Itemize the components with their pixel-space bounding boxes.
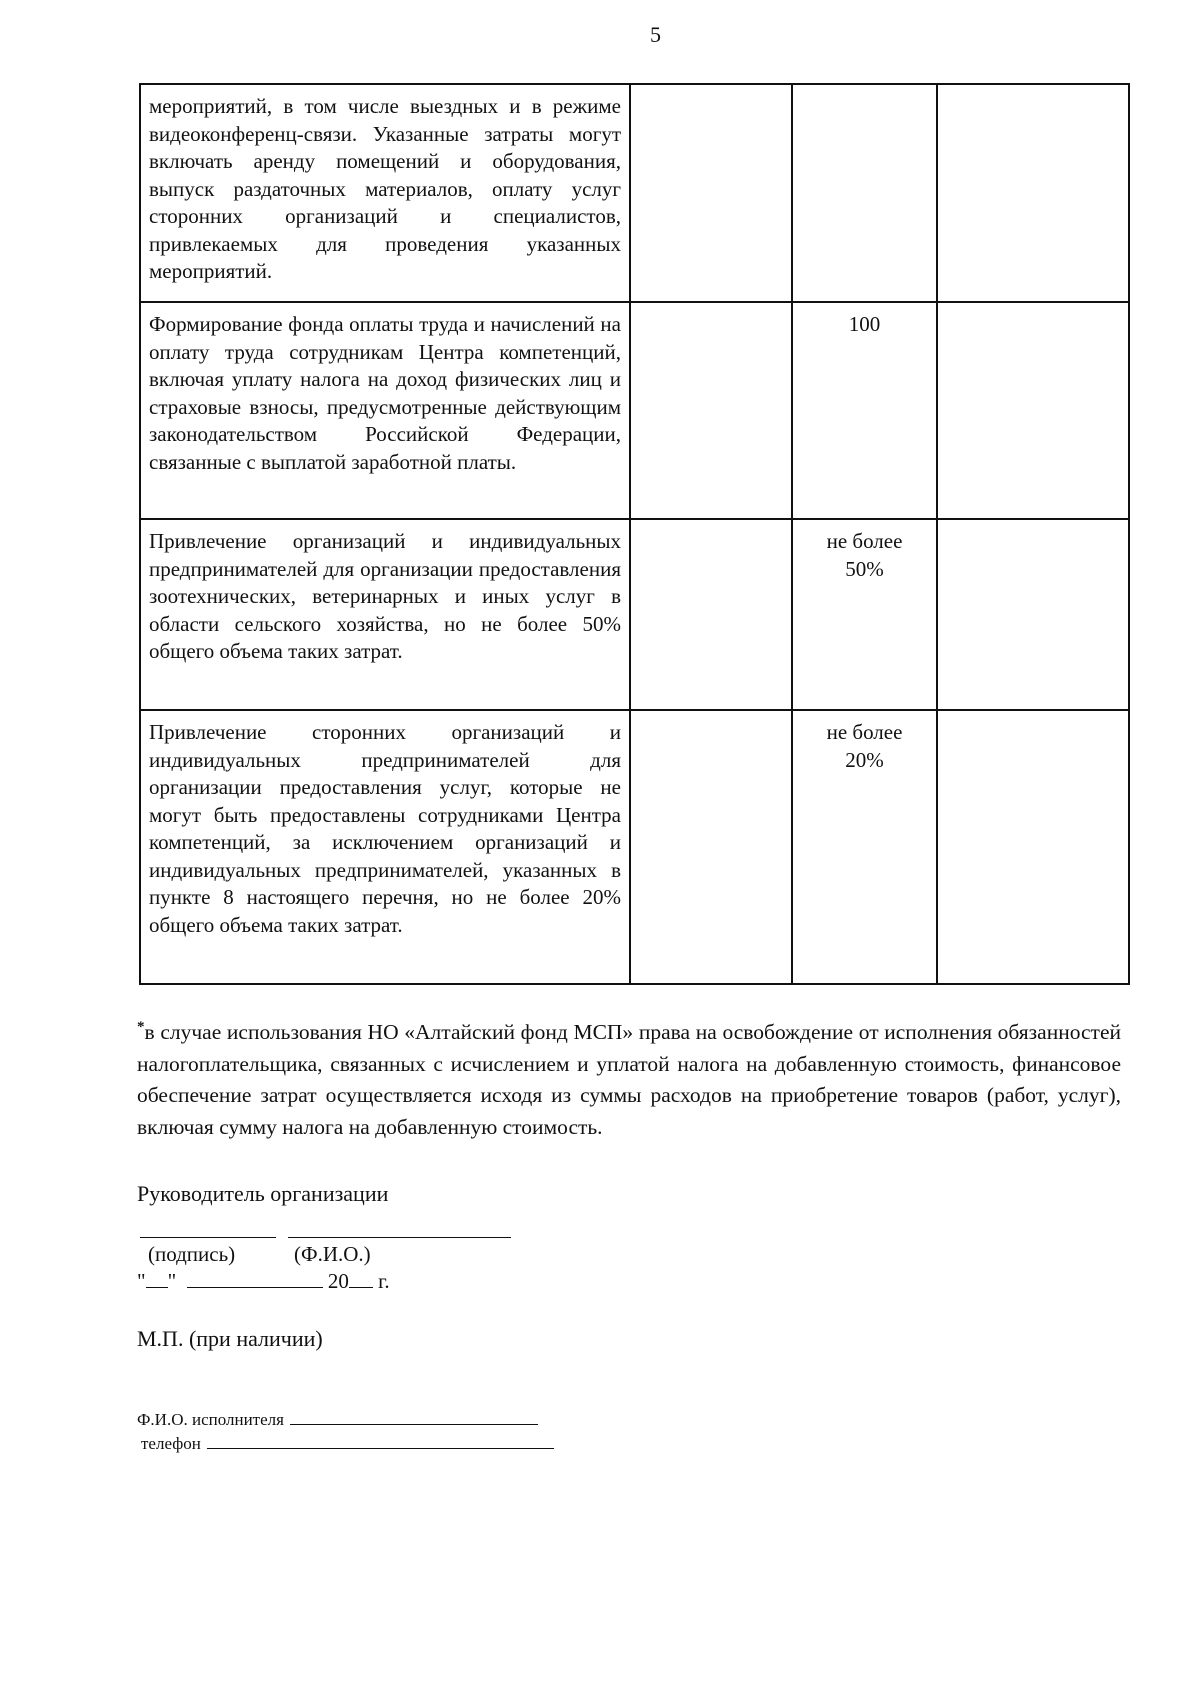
row-description: Привлечение сторонних организаций и индивидуальных предпринимателей для организации предоставления услуг, которые не могут быть предоставлены сотрудниками Центра компетенций, за исключением организаций и индивидуальных предпринимателей, указанных в пункте 8 настоящего перечня, но не более 20% общего объема таких затрат. bbox=[140, 710, 630, 984]
row-col4 bbox=[937, 302, 1129, 519]
date-open-quote: " bbox=[137, 1269, 146, 1293]
date-close-quote: " bbox=[167, 1269, 177, 1293]
year-blank bbox=[349, 1269, 373, 1288]
table-row bbox=[140, 302, 1129, 519]
signature-line bbox=[140, 1237, 276, 1238]
footnote bbox=[137, 1012, 1121, 1143]
executor-phone-label: телефон bbox=[141, 1434, 201, 1453]
executor-name-label: Ф.И.О. исполнителя bbox=[137, 1410, 284, 1429]
row-description: Формирование фонда оплаты труда и начислений на оплату труда сотрудникам Центра компетенций, включая уплату налога на доход физических лиц и страховые взносы, предусмотренные действующим законодательством Российской Федерации, связанные с выплатой заработной платы. bbox=[140, 302, 630, 519]
executor-name-blank bbox=[290, 1408, 538, 1425]
row-col3: 100 bbox=[792, 302, 937, 519]
name-line bbox=[288, 1237, 511, 1238]
name-caption: (Ф.И.О.) bbox=[294, 1242, 371, 1266]
month-blank bbox=[187, 1269, 323, 1288]
executor-phone-row bbox=[141, 1432, 554, 1455]
executor-phone-blank bbox=[207, 1432, 554, 1449]
row-col3-line1: не более bbox=[826, 720, 903, 744]
row-col3 bbox=[792, 710, 937, 984]
table-row bbox=[140, 84, 1129, 302]
row-col4 bbox=[937, 710, 1129, 984]
row-col2 bbox=[630, 519, 792, 710]
expense-table bbox=[139, 83, 1130, 985]
stamp-label: М.П. (при наличии) bbox=[137, 1326, 323, 1351]
table-row bbox=[140, 710, 1129, 984]
row-col3 bbox=[792, 519, 937, 710]
row-col2 bbox=[630, 84, 792, 302]
row-col2 bbox=[630, 302, 792, 519]
row-col3 bbox=[792, 84, 937, 302]
row-col4 bbox=[937, 84, 1129, 302]
page-number: 5 bbox=[650, 22, 661, 47]
footnote-marker: * bbox=[137, 1019, 145, 1035]
signature-caption: (подпись) bbox=[148, 1242, 236, 1266]
row-col3-line2: 20% bbox=[845, 747, 884, 772]
table-row bbox=[140, 519, 1129, 710]
year-suffix: г. bbox=[378, 1269, 390, 1293]
day-blank bbox=[146, 1269, 168, 1288]
year-prefix: 20 bbox=[327, 1269, 349, 1293]
row-description: Привлечение организаций и индивидуальных предпринимателей для организации предоставления зоотехнических, ветеринарных и иных услуг в области сельского хозяйства, но не более 50% общего объема таких затрат. bbox=[140, 519, 630, 710]
date-line bbox=[137, 1268, 390, 1294]
row-col3-line2: 50% bbox=[845, 556, 884, 581]
row-col4 bbox=[937, 519, 1129, 710]
footnote-text: в случае использования НО «Алтайский фонд МСП» права на освобождение от исполнения обязанностей налогоплательщика, связанных с исчислением и уплатой налога на добавленную стоимость, финансовое обеспечение затрат осуществляется исходя из суммы расходов на приобретение товаров (работ, услуг), включая сумму налога на добавленную стоимость. bbox=[137, 1020, 1121, 1139]
executor-name-row bbox=[137, 1408, 538, 1431]
row-col3-line1: не более bbox=[826, 529, 903, 553]
row-col2 bbox=[630, 710, 792, 984]
row-description: мероприятий, в том числе выездных и в режиме видеоконференц-связи. Указанные затраты могут включать аренду помещений и оборудования, выпуск раздаточных материалов, оплату услуг сторонних организаций и специалистов, привлекаемых для проведения указанных мероприятий. bbox=[140, 84, 630, 302]
head-of-organization-label: Руководитель организации bbox=[137, 1181, 389, 1206]
